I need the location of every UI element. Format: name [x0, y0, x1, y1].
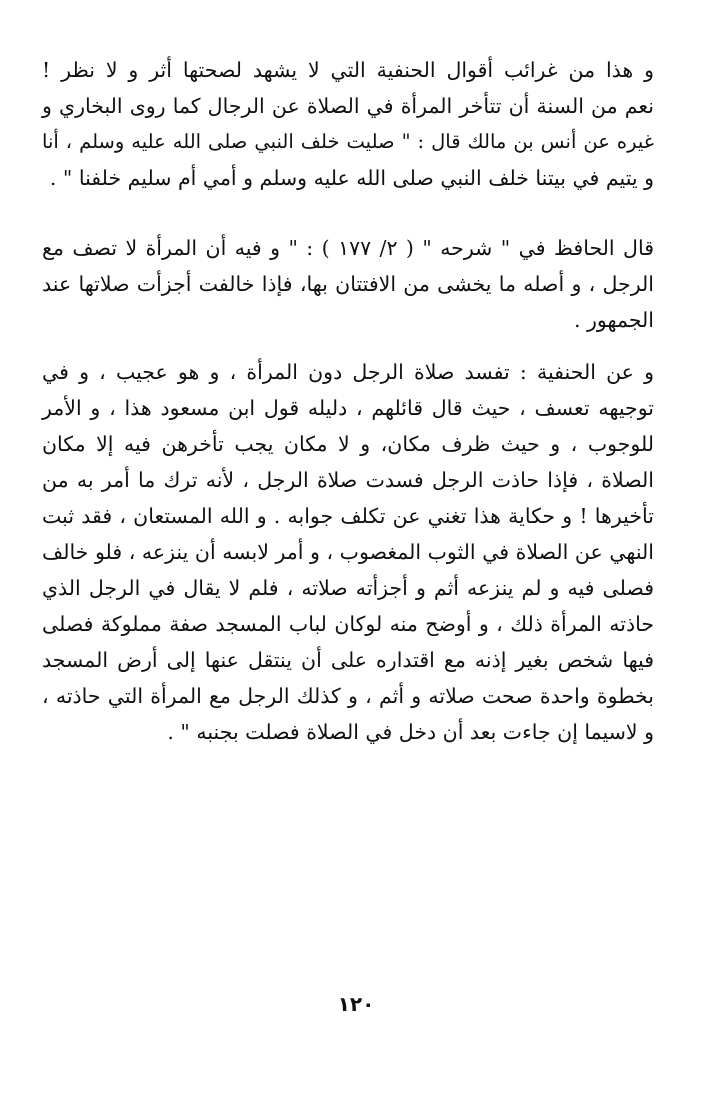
text-line: النهي عن الصلاة في الثوب المغصوب ، و أمر لابسه أن ينزعه ، فلو خالف [42, 540, 654, 564]
paragraph-1 [42, 52, 654, 196]
text-line: و يتيم في بيتنا خلف النبي صلى الله عليه وسلم و أمي أم سليم خلفنا " . [49, 166, 654, 190]
text-line: و لاسيما إن جاءت بعد أن دخل في الصلاة فصلت بجنبه " . [167, 720, 654, 744]
text-line: و هذا من غرائب أقوال الحنفية التي لا يشهد لصحتها أثر و لا نظر ! [42, 58, 654, 82]
text-line: نعم من السنة أن تتأخر المرأة في الصلاة عن الرجال كما روى البخاري و [42, 94, 654, 118]
paragraph-3 [42, 354, 654, 750]
text-line: قال الحافظ في " شرحه " ( ٢/ ١٧٧ ) : " و فيه أن المرأة لا تصف مع [42, 236, 654, 260]
page-number: ١٢٠ [337, 992, 375, 1016]
text-line: و عن الحنفية : تفسد صلاة الرجل دون المرأة ، و هو عجيب ، و في [42, 360, 654, 384]
text-line: الجمهور . [574, 308, 654, 332]
text-line: فصلى فيه و لم ينزعه أثم و أجزأته صلاته ، فلم لا يقال في الرجل الذي [42, 576, 654, 600]
paragraph-2 [42, 230, 654, 338]
text-line: بخطوة واحدة صحت صلاته و أثم ، و كذلك الرجل مع المرأة التي حاذته ، [42, 684, 654, 708]
text-line: الرجل ، و أصله ما يخشى من الافتتان بها، فإذا خالفت أجزأت صلاتها عند [42, 272, 654, 296]
text-line: للوجوب ، و حيث ظرف مكان، و لا مكان يجب تأخرهن فيه إلا مكان [42, 432, 654, 456]
text-line: توجيهه تعسف ، حيث قال قائلهم ، دليله قول ابن مسعود هذا ، و الأمر [42, 396, 654, 420]
text-line: فيها شخص بغير إذنه مع اقتداره على أن ينتقل عنها إلى أرض المسجد [42, 648, 654, 672]
text-line: تأخيرها ! و حكاية هذا تغني عن تكلف جوابه . و الله المستعان ، فقد ثبت [42, 504, 654, 528]
text-line: الصلاة ، فإذا حاذت الرجل فسدت صلاة الرجل ، لأنه ترك ما أمر به من [42, 468, 654, 492]
text-line: غيره عن أنس بن مالك قال : " صليت خلف النبي صلى الله عليه وسلم ، أنا [42, 130, 654, 153]
text-line: حاذته المرأة ذلك ، و أوضح منه لوكان لباب المسجد صفة مملوكة فصلى [42, 612, 654, 636]
